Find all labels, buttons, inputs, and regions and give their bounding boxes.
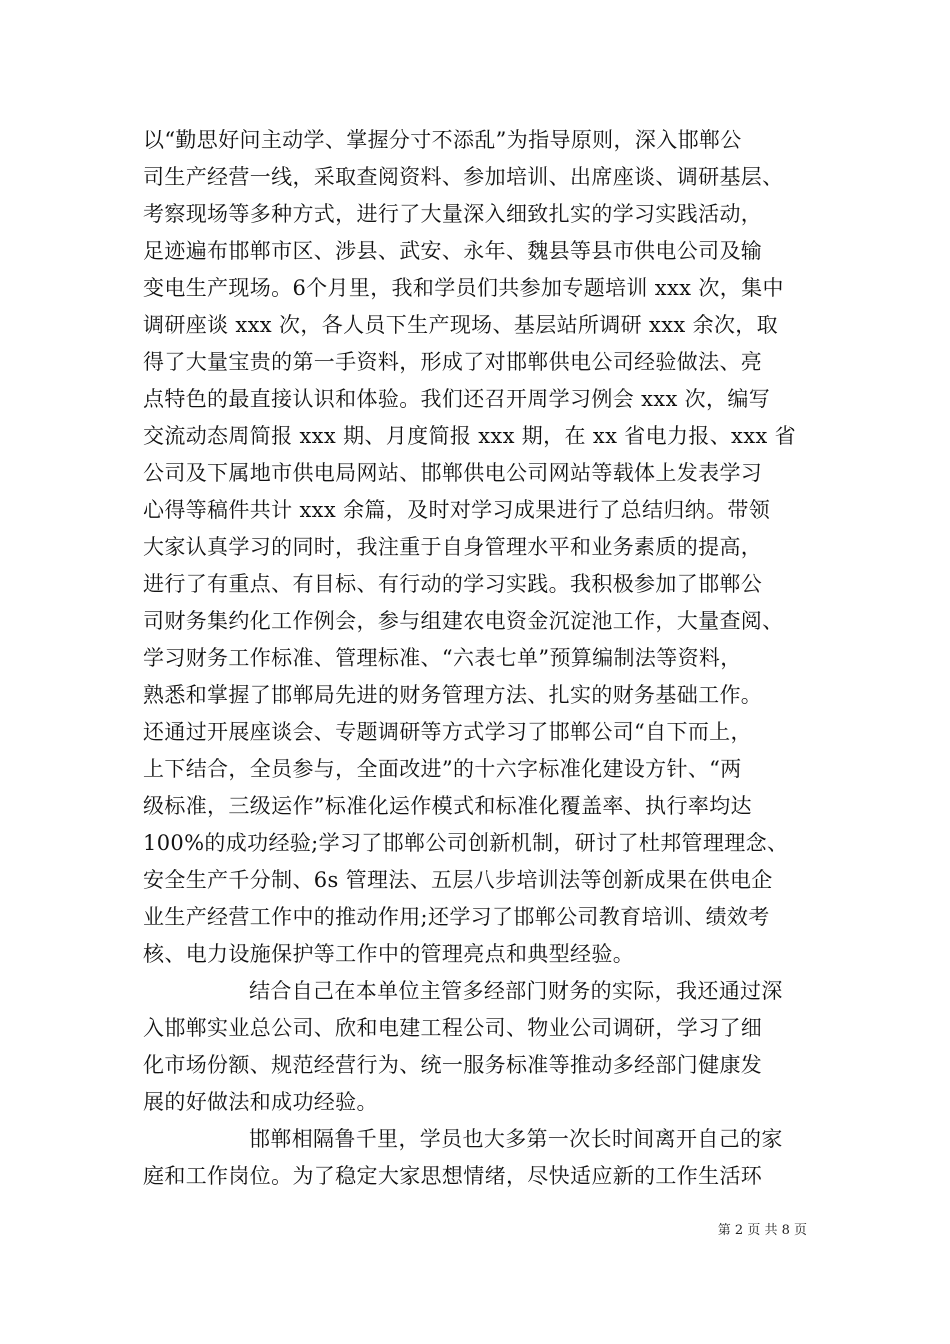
text-line: 公司及下属地市供电局网站、邯郸供电公司网站等载体上发表学习 — [143, 461, 763, 485]
text-line: 司财务集约化工作例会，参与组建农电资金沉淀池工作，大量查阅、 — [143, 609, 784, 633]
text-line: 以“勤思好问主动学、掌握分寸不添乱”为指导原则，深入邯郸公 — [143, 128, 742, 152]
text-line: 学习财务工作标准、管理标准、“六表七单”预算编制法等资料， — [143, 646, 742, 670]
text-line: 安全生产千分制、6s 管理法、五层八步培训法等创新成果在供电企 — [143, 868, 773, 892]
text-line: 调研座谈 xxx 次，各人员下生产现场、基层站所调研 xxx 余次，取 — [143, 313, 779, 337]
page-number-footer: 第 2 页 共 8 页 — [717, 1223, 807, 1238]
text-line: 入邯郸实业总公司、欣和电建工程公司、物业公司调研，学习了细 — [143, 1016, 763, 1040]
text-line: 大家认真学习的同时，我注重于自身管理水平和业务素质的提高， — [143, 535, 763, 559]
paragraph-first-line: 结合自己在本单位主管多经部门财务的实际，我还通过深 — [249, 979, 783, 1003]
text-line: 级标准，三级运作”标准化运作模式和标准化覆盖率、执行率均达 — [143, 794, 752, 818]
text-line: 庭和工作岗位。为了稳定大家思想情绪，尽快适应新的工作生活环 — [143, 1164, 763, 1188]
text-line: 进行了有重点、有目标、有行动的学习实践。我积极参加了邯郸公 — [143, 572, 763, 596]
text-line: 上下结合，全员参与，全面改进”的十六字标准化建设方针、“两 — [143, 757, 742, 781]
text-line: 还通过开展座谈会、专题调研等方式学习了邯郸公司“自下而上， — [143, 720, 752, 744]
text-line: 心得等稿件共计 xxx 余篇，及时对学习成果进行了总结归纳。带领 — [143, 498, 771, 522]
text-line: 化市场份额、规范经营行为、统一服务标准等推动多经部门健康发 — [143, 1053, 763, 1077]
text-line: 交流动态周简报 xxx 期、月度简报 xxx 期，在 xx 省电力报、xxx 省 — [143, 424, 797, 448]
text-line: 司生产经营一线，采取查阅资料、参加培训、出席座谈、调研基层、 — [143, 165, 784, 189]
text-line: 熟悉和掌握了邯郸局先进的财务管理方法、扎实的财务基础工作。 — [143, 683, 763, 707]
text-line: 考察现场等多种方式，进行了大量深入细致扎实的学习实践活动， — [143, 202, 763, 226]
text-line: 100%的成功经验;学习了邯郸公司创新机制，研讨了杜邦管理理念、 — [143, 831, 789, 855]
text-line: 足迹遍布邯郸市区、涉县、武安、永年、魏县等县市供电公司及输 — [143, 239, 763, 263]
paragraph-first-line: 邯郸相隔鲁千里，学员也大多第一次长时间离开自己的家 — [249, 1127, 783, 1151]
text-line: 点特色的最直接认识和体验。我们还召开周学习例会 xxx 次，编写 — [143, 387, 771, 411]
text-line: 业生产经营工作中的推动作用;还学习了邯郸公司教育培训、绩效考 — [143, 905, 770, 929]
text-line: 得了大量宝贵的第一手资料，形成了对邯郸供电公司经验做法、亮 — [143, 350, 763, 374]
text-line: 变电生产现场。6个月里，我和学员们共参加专题培训 xxx 次，集中 — [143, 276, 784, 300]
text-line: 核、电力设施保护等工作中的管理亮点和典型经验。 — [143, 942, 635, 966]
text-line: 展的好做法和成功经验。 — [143, 1090, 378, 1114]
